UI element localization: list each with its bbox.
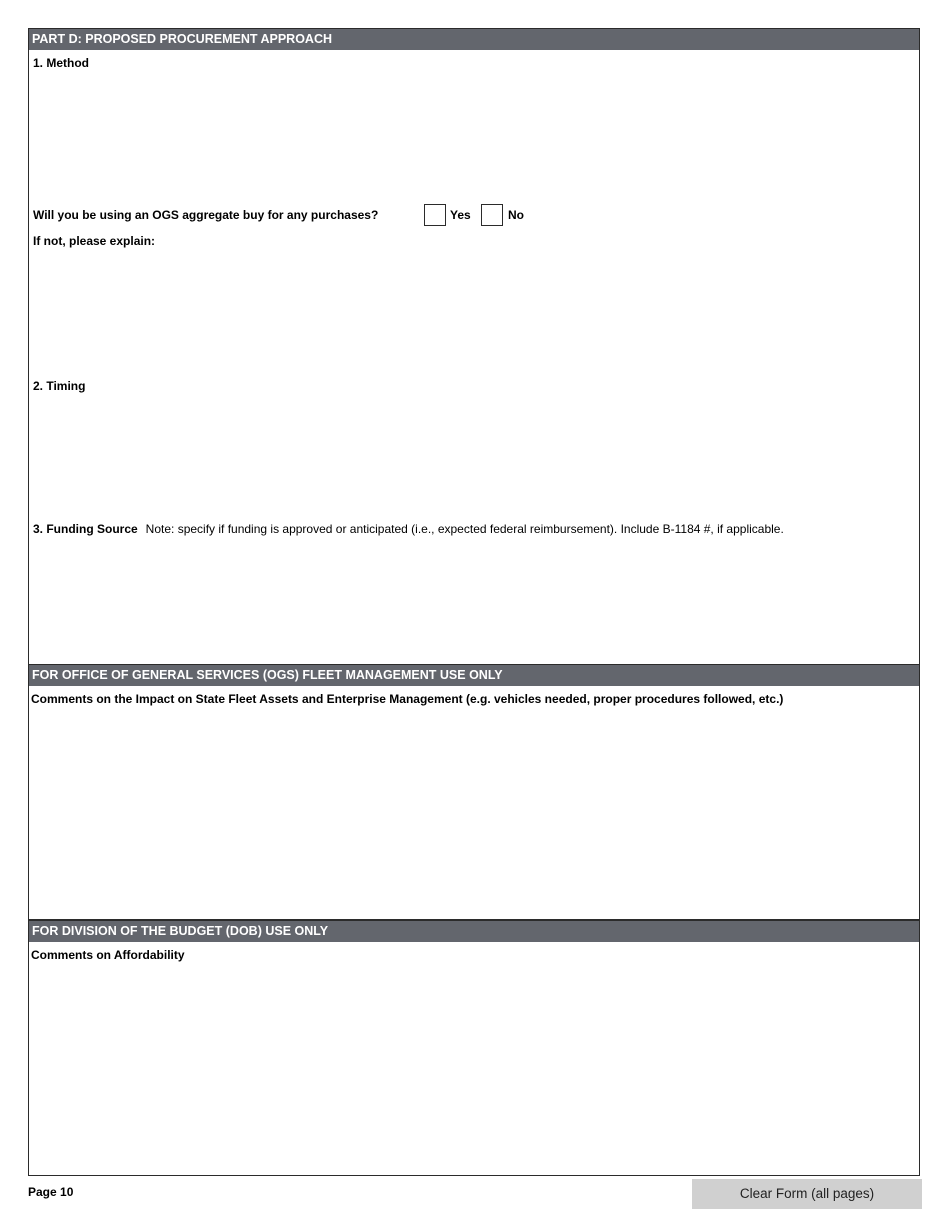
part-d-section <box>28 28 920 665</box>
timing-field[interactable] <box>31 395 917 515</box>
part-d-header: PART D: PROPOSED PROCUREMENT APPROACH <box>29 29 919 50</box>
timing-label: 2. Timing <box>33 379 86 393</box>
page-number: Page 10 <box>28 1185 74 1199</box>
explain-label: If not, please explain: <box>33 234 156 248</box>
no-label: No <box>508 208 524 222</box>
no-checkbox[interactable] <box>481 204 503 226</box>
ogs-section <box>28 664 920 920</box>
funding-field[interactable] <box>31 539 917 661</box>
dob-header: FOR DIVISION OF THE BUDGET (DOB) USE ONLY <box>29 921 919 942</box>
funding-source-title: 3. Funding Source <box>33 522 138 536</box>
aggregate-question: Will you be using an OGS aggregate buy for any purchases? <box>33 208 379 222</box>
yes-checkbox[interactable] <box>424 204 446 226</box>
explain-field[interactable] <box>31 251 917 371</box>
ogs-header: FOR OFFICE OF GENERAL SERVICES (OGS) FLEET MANAGEMENT USE ONLY <box>29 665 919 686</box>
ogs-comments-label: Comments on the Impact on State Fleet Assets and Enterprise Management (e.g. vehicles needed, proper procedures followed, etc.) <box>31 692 784 706</box>
clear-form-button[interactable]: Clear Form (all pages) <box>692 1179 922 1209</box>
funding-note: Note: specify if funding is approved or anticipated (i.e., expected federal reimbursement). Include B-1184 #, if applicable. <box>145 522 784 536</box>
dob-comments-field[interactable] <box>31 964 917 1172</box>
yes-label: Yes <box>450 208 471 222</box>
funding-label <box>33 522 784 536</box>
dob-section <box>28 920 920 1176</box>
method-field[interactable] <box>31 71 917 201</box>
dob-comments-label: Comments on Affordability <box>31 948 185 962</box>
method-label: 1. Method <box>33 56 89 70</box>
ogs-comments-field[interactable] <box>31 708 917 916</box>
